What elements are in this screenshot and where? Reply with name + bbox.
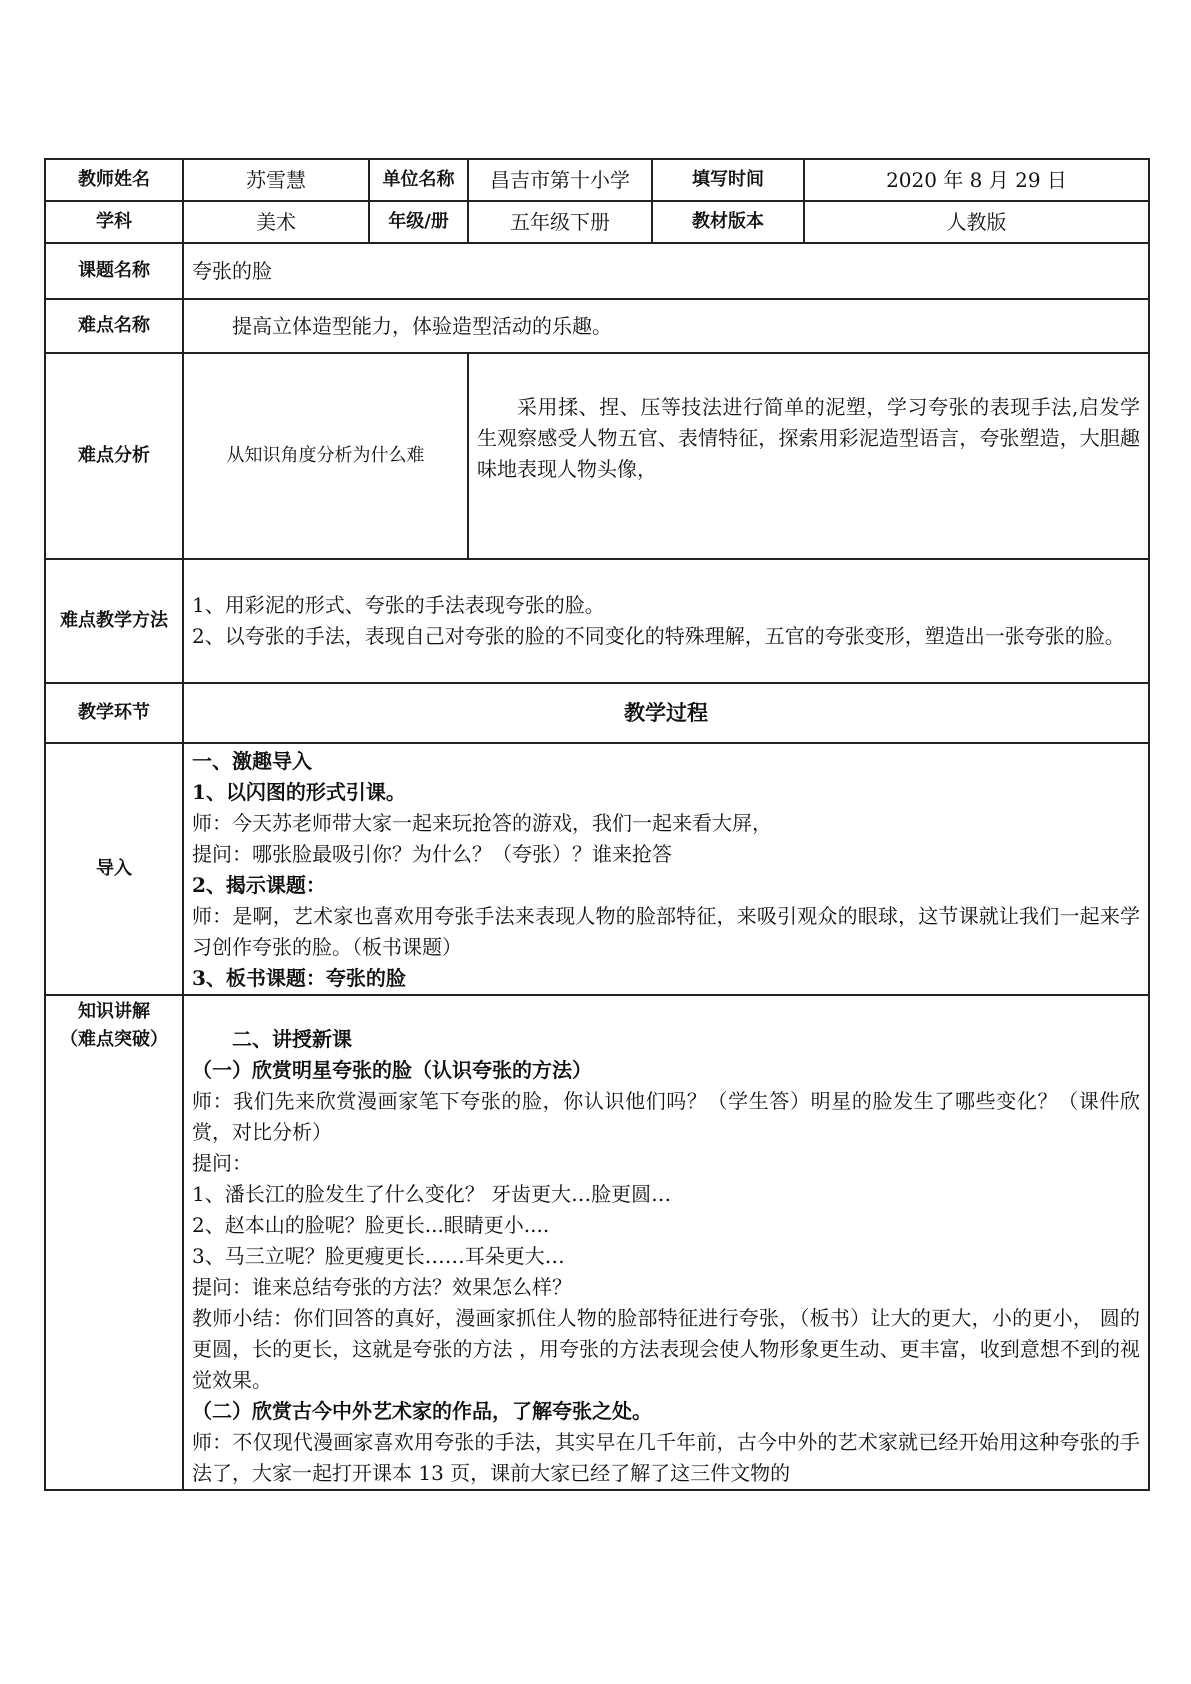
date-value: 2020 年 8 月 29 日 [804, 159, 1149, 201]
knowledge-label-line-2: （难点突破） [60, 1029, 168, 1050]
edition-label: 教材版本 [652, 201, 804, 243]
intro-row [45, 743, 1149, 995]
knowledge-heading-3: （二）欣赏古今中外艺术家的作品，了解夸张之处。 [192, 1399, 652, 1423]
knowledge-line-3: 1、潘长江的脸发生了什么变化？ 牙齿更大…脸更圆… [192, 1182, 672, 1206]
knowledge-line-6: 提问：谁来总结夸张的方法？效果怎么样？ [192, 1275, 572, 1299]
date-label: 填写时间 [652, 159, 804, 201]
intro-heading-3: 2、揭示课题： [192, 873, 326, 897]
subject-value: 美术 [183, 201, 369, 243]
knowledge-line-7: 教师小结：你们回答的真好，漫画家抓住人物的脸部特征进行夸张，（板书）让大的更大，小的更小， 圆的更圆，长的更长，这就是夸张的方法 ，用夸张的方法表现会使人物形象更生动、更丰富，收到意想不到的视觉效果。 [192, 1306, 1140, 1392]
knowledge-heading-1: 二、讲授新课 [232, 1027, 352, 1051]
grade-label: 年级/册 [369, 201, 468, 243]
knowledge-content [183, 995, 1149, 1490]
lesson-plan-document [44, 158, 1148, 1491]
intro-heading-4: 3、板书课题：夸张的脸 [192, 966, 406, 990]
topic-value: 夸张的脸 [183, 243, 1149, 299]
knowledge-label [45, 995, 183, 1490]
lesson-plan-table [44, 158, 1150, 1491]
analysis-row [45, 353, 1149, 559]
knowledge-line-8: 师：不仅现代漫画家喜欢用夸张的手法，其实早在几千年前，古今中外的艺术家就已经开始用这种夸张的手法了，大家一起打开课本 13 页，课前大家已经了解了这三件文物的 [192, 1430, 1140, 1485]
edition-value: 人教版 [804, 201, 1149, 243]
difficulty-value: 提高立体造型能力，体验造型活动的乐趣。 [183, 299, 1149, 353]
analysis-sub-label: 从知识角度分析为什么难 [183, 353, 468, 559]
method-row [45, 559, 1149, 683]
method-line-1: 1、用彩泥的形式、夸张的手法表现夸张的脸。 [192, 593, 605, 617]
process-title: 教学过程 [183, 683, 1149, 743]
knowledge-heading-2: （一）欣赏明星夸张的脸（认识夸张的方法） [192, 1058, 592, 1082]
process-stage-label: 教学环节 [45, 683, 183, 743]
topic-label: 课题名称 [45, 243, 183, 299]
teacher-label: 教师姓名 [45, 159, 183, 201]
intro-label: 导入 [45, 743, 183, 995]
method-content [183, 559, 1149, 683]
analysis-text: 采用揉、捏、压等技法进行简单的泥塑，学习夸张的表现手法,启发学生观察感受人物五官、表情特征，探索用彩泥造型语言，夸张塑造，大胆趣味地表现人物头像， [468, 353, 1149, 559]
grade-value: 五年级下册 [468, 201, 652, 243]
unit-value: 昌吉市第十小学 [468, 159, 652, 201]
intro-line-1: 师：今天苏老师带大家一起来玩抢答的游戏，我们一起来看大屏， [192, 811, 772, 835]
header-row-1 [45, 159, 1149, 201]
analysis-label: 难点分析 [45, 353, 183, 559]
method-line-2: 2、以夸张的手法，表现自己对夸张的脸的不同变化的特殊理解，五官的夸张变形，塑造出一张夸张的脸。 [192, 624, 1125, 648]
intro-heading-1: 一、激趣导入 [192, 749, 312, 773]
topic-row [45, 243, 1149, 299]
intro-line-3: 师：是啊，艺术家也喜欢用夸张手法来表现人物的脸部特征，来吸引观众的眼球，这节课就让我们一起来学习创作夸张的脸。（板书课题） [192, 904, 1140, 959]
knowledge-line-2: 提问： [192, 1151, 252, 1175]
teacher-value: 苏雪慧 [183, 159, 369, 201]
knowledge-line-5: 3、马三立呢？脸更瘦更长……耳朵更大… [192, 1244, 565, 1268]
knowledge-row [45, 995, 1149, 1490]
difficulty-label: 难点名称 [45, 299, 183, 353]
difficulty-row [45, 299, 1149, 353]
unit-label: 单位名称 [369, 159, 468, 201]
subject-label: 学科 [45, 201, 183, 243]
knowledge-line-1: 师：我们先来欣赏漫画家笔下夸张的脸，你认识他们吗？（学生答）明星的脸发生了哪些变化？（课件欣赏，对比分析） [192, 1089, 1140, 1144]
knowledge-line-4: 2、赵本山的脸呢？脸更长...眼睛更小.... [192, 1213, 550, 1237]
process-header-row [45, 683, 1149, 743]
knowledge-label-line-1: 知识讲解 [78, 1001, 150, 1022]
header-row-2 [45, 201, 1149, 243]
intro-content [183, 743, 1149, 995]
method-label: 难点教学方法 [45, 559, 183, 683]
intro-heading-2: 1、以闪图的形式引课。 [192, 780, 406, 804]
intro-line-2: 提问：哪张脸最吸引你？为什么？（夸张）？谁来抢答 [192, 842, 672, 866]
